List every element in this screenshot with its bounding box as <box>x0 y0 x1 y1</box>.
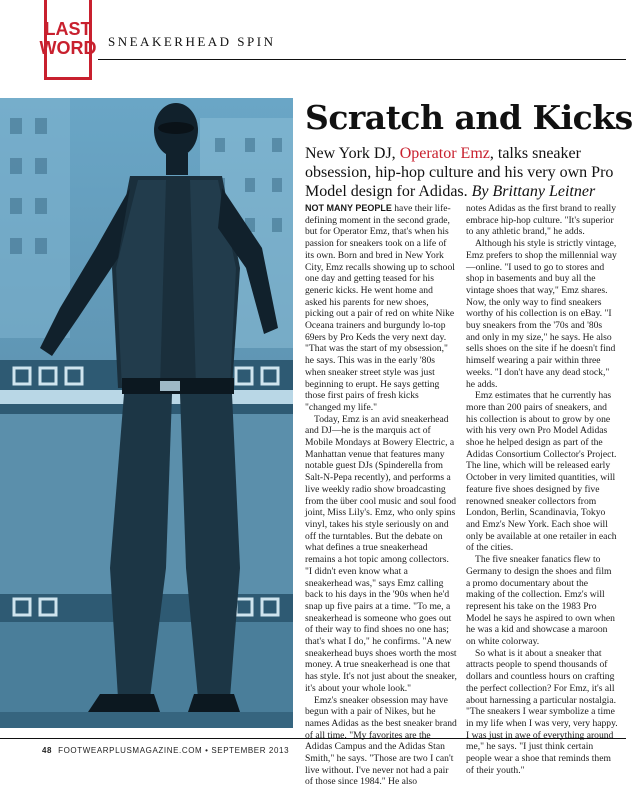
headline: Scratch and Kicks <box>305 98 633 137</box>
paragraph: Although his style is strictly vintage, Emz prefers to shop the millennial way—online. "I used to go to stores and shop in basements and buy all the vintage shoes that way," Emz shares. Now, the only way to find sneakers worthy of his collection is on eBay. "I buy sneakers from the '70s and '80s and only in my size," he says. He also sells shoes on the site if he doesn't find himself wearing a pair within three weeks. "I don't have any dead stock," he adds. <box>466 238 617 390</box>
section-label: SNEAKERHEAD SPIN <box>108 34 276 49</box>
footer-rule <box>0 738 626 739</box>
lead-in: NOT MANY PEOPLE <box>305 203 392 213</box>
paragraph <box>305 203 457 414</box>
paragraph-text: have their life-defining moment in the second grade, but for Operator Emz, that's when his passion for sneakers took on a life of its own. Born and bred in New York City, Emz recalls showing up to school one day and getting teased for his generic kicks. He went home and asked his parents for new shoes, picking out a pair of red on white Nike Oceana trainers and burgundy lo-top 69ers by Pro Keds the very next day. "That was the start of my obsession," he says. This was in the early '80s when sneaker street style was just beginning to erupt. He says getting those first pairs of fresh kicks "changed my life." <box>305 203 455 413</box>
header-rule <box>98 59 626 60</box>
paragraph: notes Adidas as the first brand to really embrace hip-hop culture. "It's superior to any athletic brand," he adds. <box>466 203 617 238</box>
logo-line1: LAST <box>44 18 92 39</box>
body-column-2 <box>466 203 618 776</box>
paragraph: So what is it about a sneaker that attracts people to spend thousands of dollars and countless hours on crafting the perfect collection? For Emz, it's all about harnessing a particular nostalgia. "The sneakers I wear symbolize a time in my life when I was very, very happy. I was just in awe of everything around me," he says. "I just think certain people wear a shoe that reminds them of their youth." <box>466 647 618 776</box>
paragraph: Today, Emz is an avid sneakerhead and DJ—he is the marquis act of Mobile Mondays at Bowery Electric, a Manhattan venue that features many notable guest DJs (Spinderella from Salt-N-Pepa recently), and performs a live weekly radio show broadcasting from the über cool music and soul food joint, Miss Lily's. Emz, who only spins vinyl, takes his style seriously on and off the turntables. But the debate on what defines a true sneakerhead remains a hot topic among collectors. "I didn't even know what a sneakerhead was," says Emz calling back to his days in the '90s when he'd snap up five pairs at a time. "To me, a sneakerhead is someone who goes out of their way to find shoes no one has; that's what I do," he confirms. "A new sneakerhead buys shoes worth the most money. A true sneakerhead is one that has style. It's not just about the sneaker, it's about your whole look." <box>305 413 457 694</box>
dek-subject-name: Operator Emz <box>399 145 490 162</box>
paragraph: The five sneaker fanatics flew to Germany to design the shoes and film a promo documentary about the making of the collection. Emz's will represent his take on the 1983 Pro Model he says he aspired to own when he was a kid and showcase a maroon on white colorway. <box>466 554 615 648</box>
paragraph: Emz estimates that he currently has more than 200 pairs of sneakers, and his collection is about to grow by one with his very own Pro Model Adidas shoe he helped design as part of the Adidas Consortium Collector's Project. The line, which will be released early October in very limited quantities, will feature five shoes designed by five renowned sneaker collectors from London, Berlin, Scandinavia, Tokyo and Emz's New York. Each shoe will only be available at one retailer in each of the cities. <box>466 390 617 554</box>
dek <box>305 144 623 201</box>
paragraph: Emz's sneaker obsession may have begun with a pair of Nikes, but he names Adidas as the best sneaker brand of all time. "My favorites are the Adidas Campus and the Adidas Stan Smith," he says. "Those are two I can't live without. I've never not had a pair of those since 1984." He also <box>305 694 457 788</box>
dek-text: , talks sneaker obsession, hip-hop culture and his very own Pro Model design for Adidas. <box>305 145 614 200</box>
folio-issue: SEPTEMBER 2013 <box>211 746 290 755</box>
photo-illustration <box>0 98 293 728</box>
body-column-1 <box>305 203 457 788</box>
folio-site: FOOTWEARPLUSMAGAZINE.COM <box>58 746 203 755</box>
last-word-logo <box>39 0 97 80</box>
byline: By Brittany Leitner <box>471 183 596 200</box>
page-number: 48 <box>42 746 53 755</box>
dek-intro: New York DJ, <box>305 145 400 162</box>
folio-separator: • <box>205 746 209 755</box>
article-photo <box>0 98 293 728</box>
logo-line2: WORD <box>39 37 97 58</box>
folio <box>42 746 289 755</box>
